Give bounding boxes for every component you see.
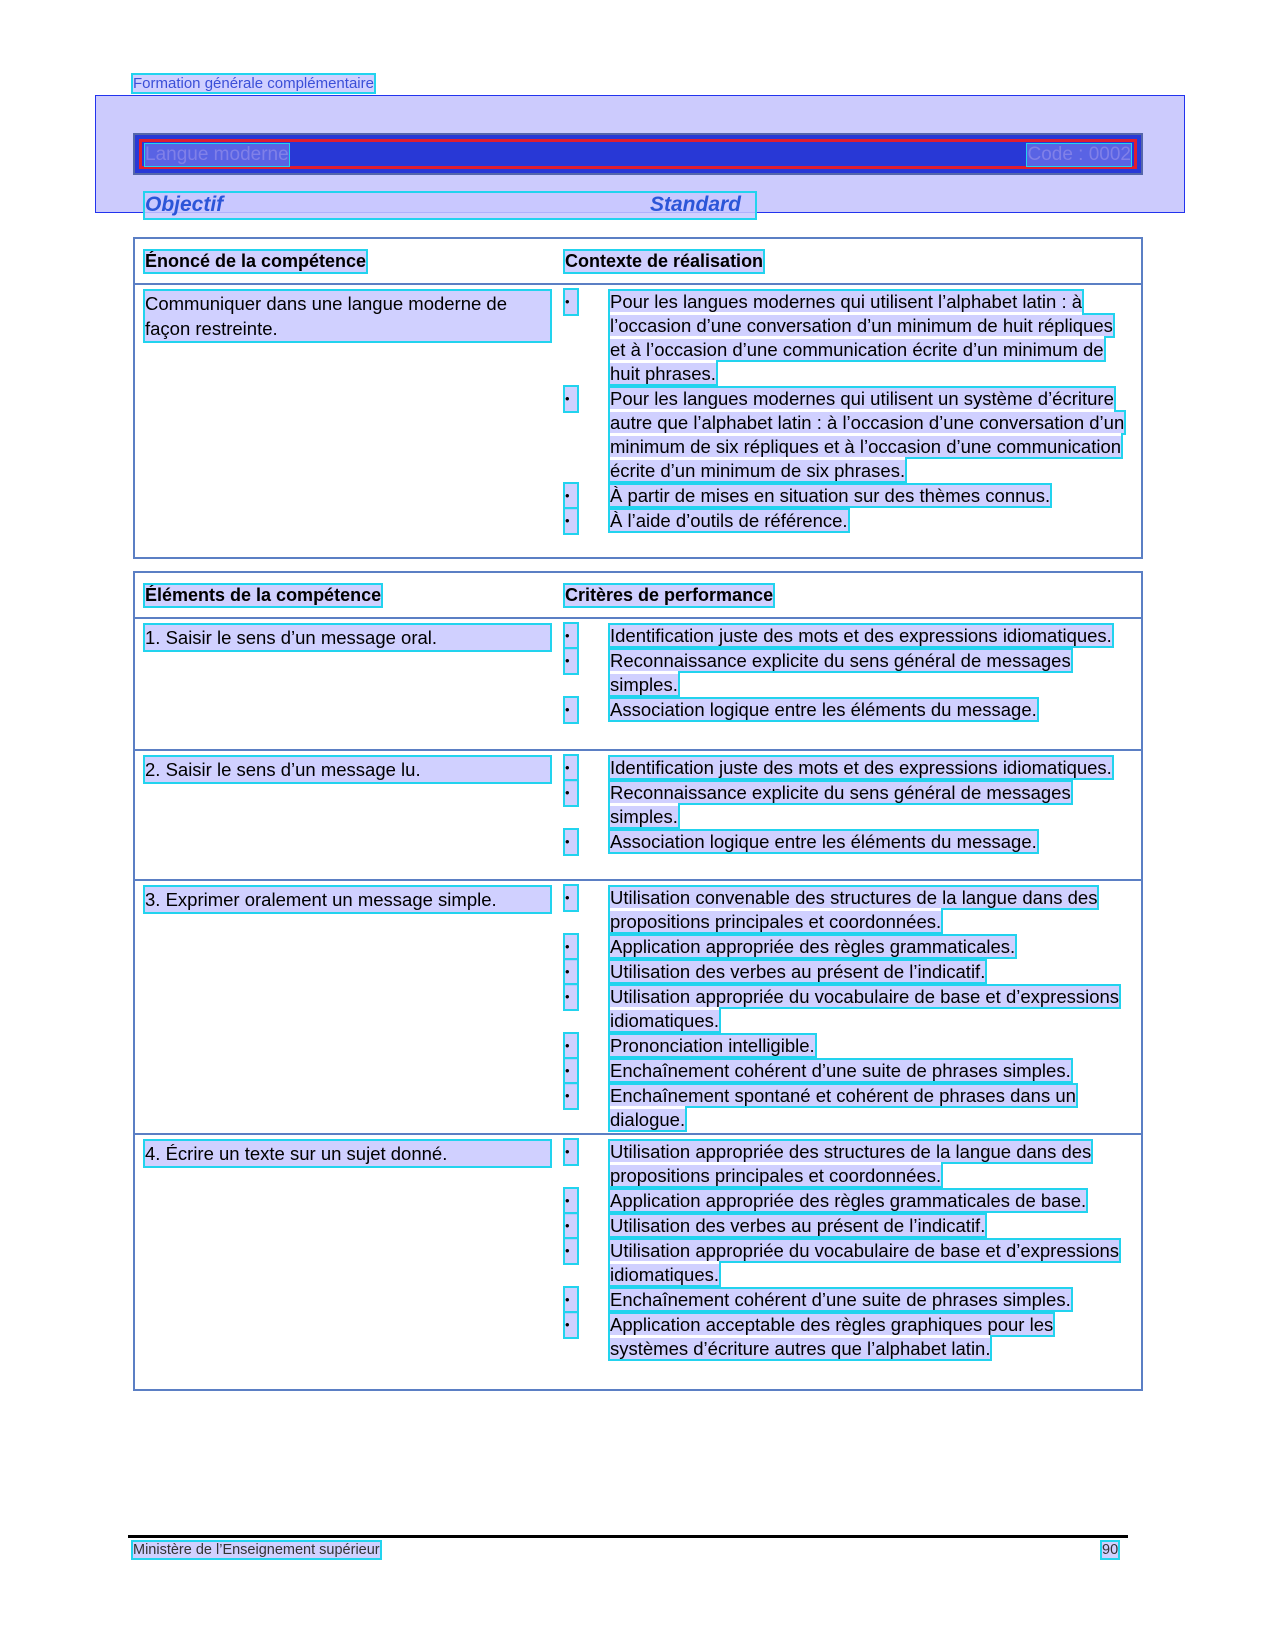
objective-standard-row [145, 193, 755, 218]
bullet-icon: • [565, 624, 577, 648]
bullet-icon: • [565, 886, 577, 910]
bullet-icon: • [565, 1214, 577, 1238]
list-item [565, 290, 1133, 386]
list-item-text: Identification juste des mots et des expressions idiomatiques. [610, 625, 1112, 646]
table-row [135, 1133, 1141, 1389]
bullet-icon: • [565, 830, 577, 854]
list-item [565, 1084, 1133, 1132]
bullet-icon: • [565, 935, 577, 959]
list-item-text: Application appropriée des règles grammaticales. [610, 936, 1016, 957]
bullet-icon: • [565, 1034, 577, 1058]
bullet-icon: • [565, 698, 577, 722]
list-item-text: À partir de mises en situation sur des thèmes connus. [610, 485, 1051, 506]
list-item [565, 935, 1133, 959]
header-criteria: Critères de performance [565, 585, 774, 605]
header-context: Contexte de réalisation [565, 251, 764, 271]
list-item [565, 985, 1133, 1033]
list-item-text: Utilisation appropriée du vocabulaire de base et d’expressions idiomatiques. [610, 986, 1120, 1031]
footer-publisher: Ministère de l’Enseignement supérieur [133, 1542, 380, 1558]
list-item [565, 1034, 1133, 1058]
bullet-icon: • [565, 1189, 577, 1213]
list-item-text: Application appropriée des règles grammaticales de base. [610, 1190, 1087, 1211]
list-item-text: Utilisation appropriée des structures de la langue dans des propositions principales et coordonnées. [610, 1141, 1092, 1186]
list-item-text: Enchaînement spontané et cohérent de phrases dans un dialogue. [610, 1085, 1076, 1130]
competency-table [133, 237, 1143, 559]
list-item [565, 756, 1133, 780]
list-item [565, 1189, 1133, 1213]
list-item-text: Association logique entre les éléments du message. [610, 699, 1037, 720]
bullet-icon: • [565, 1084, 577, 1108]
element-text: 2. Saisir le sens d’un message lu. [145, 757, 550, 782]
list-item [565, 624, 1133, 648]
table-row [135, 285, 1141, 557]
element-text: 4. Écrire un texte sur un sujet donné. [145, 1141, 550, 1166]
bullet-icon: • [565, 387, 577, 411]
list-item [565, 387, 1133, 483]
list-item [565, 1313, 1133, 1361]
list-item-text: Reconnaissance explicite du sens général de messages simples. [610, 782, 1071, 827]
list-item-text: Pour les langues modernes qui utilisent un système d’écriture autre que l’alphabet latin : à l’occasion d’une conversation d’un minimum de six répliques et à l’occasion d’une communication écrite d’un minimum de six phrases. [610, 388, 1125, 481]
list-item [565, 960, 1133, 984]
course-title: Langue moderne [145, 144, 289, 165]
bullet-icon: • [565, 484, 577, 508]
list-item-text: Utilisation des verbes au présent de l’indicatif. [610, 1215, 986, 1236]
list-item [565, 1059, 1133, 1083]
bullet-icon: • [565, 509, 577, 533]
bullet-icon: • [565, 1313, 577, 1337]
table-row [135, 619, 1141, 749]
title-bar [133, 133, 1143, 175]
list-item-text: Enchaînement cohérent d’une suite de phrases simples. [610, 1289, 1071, 1310]
list-item [565, 698, 1133, 722]
list-item-text: Association logique entre les éléments du message. [610, 831, 1037, 852]
section-label: Formation générale complémentaire [133, 75, 374, 92]
elements-table [133, 571, 1143, 1391]
list-item [565, 509, 1133, 533]
bullet-icon: • [565, 290, 577, 314]
bullet-icon: • [565, 781, 577, 805]
bullet-icon: • [565, 960, 577, 984]
title-bar-frame [139, 139, 1137, 169]
list-item-text: Enchaînement cohérent d’une suite de phrases simples. [610, 1060, 1071, 1081]
criteria-list [565, 881, 1141, 1134]
element-text: 1. Saisir le sens d’un message oral. [145, 625, 550, 650]
page-number: 90 [1102, 1542, 1119, 1558]
list-item-text: Utilisation des verbes au présent de l’indicatif. [610, 961, 986, 982]
competency-statement: Communiquer dans une langue moderne de façon restreinte. [145, 291, 550, 341]
criteria-list [565, 1135, 1141, 1363]
element-text: 3. Exprimer oralement un message simple. [145, 887, 550, 912]
table-header [135, 573, 1141, 619]
criteria-list [565, 619, 1141, 724]
course-code: Code : 0002 [1027, 144, 1131, 165]
list-item-text: Utilisation convenable des structures de la langue dans des propositions principales et coordonnées. [610, 887, 1098, 932]
context-list [565, 285, 1141, 535]
table-row [135, 879, 1141, 1133]
list-item-text: Reconnaissance explicite du sens général de messages simples. [610, 650, 1071, 695]
standard-label: Standard [650, 193, 742, 216]
list-item-text: Utilisation appropriée du vocabulaire de base et d’expressions idiomatiques. [610, 1240, 1120, 1285]
list-item [565, 781, 1133, 829]
header-elements: Éléments de la compétence [145, 585, 382, 605]
list-item [565, 830, 1133, 854]
list-item [565, 1288, 1133, 1312]
table-row [135, 749, 1141, 879]
list-item [565, 1214, 1133, 1238]
bullet-icon: • [565, 756, 577, 780]
list-item-text: Identification juste des mots et des expressions idiomatiques. [610, 757, 1112, 778]
bullet-icon: • [565, 985, 577, 1009]
header-statement: Énoncé de la compétence [145, 251, 367, 271]
list-item-text: Prononciation intelligible. [610, 1035, 815, 1056]
bullet-icon: • [565, 1059, 577, 1083]
list-item [565, 649, 1133, 697]
list-item [565, 484, 1133, 508]
bullet-icon: • [565, 1140, 577, 1164]
bullet-icon: • [565, 649, 577, 673]
list-item [565, 1239, 1133, 1287]
list-item [565, 1140, 1133, 1188]
list-item-text: Pour les langues modernes qui utilisent l’alphabet latin : à l’occasion d’une conversation d’un minimum de huit répliques et à l’occasion d’une communication écrite d’un minimum de huit phrases. [610, 291, 1113, 384]
list-item-text: À l’aide d’outils de référence. [610, 510, 848, 531]
criteria-list [565, 751, 1141, 856]
bullet-icon: • [565, 1288, 577, 1312]
bullet-icon: • [565, 1239, 577, 1263]
footer-rule [128, 1535, 1128, 1538]
list-item [565, 886, 1133, 934]
list-item-text: Application acceptable des règles graphiques pour les systèmes d’écriture autres que l’alphabet latin. [610, 1314, 1054, 1359]
table-header [135, 239, 1141, 285]
objective-label: Objectif [145, 193, 224, 216]
